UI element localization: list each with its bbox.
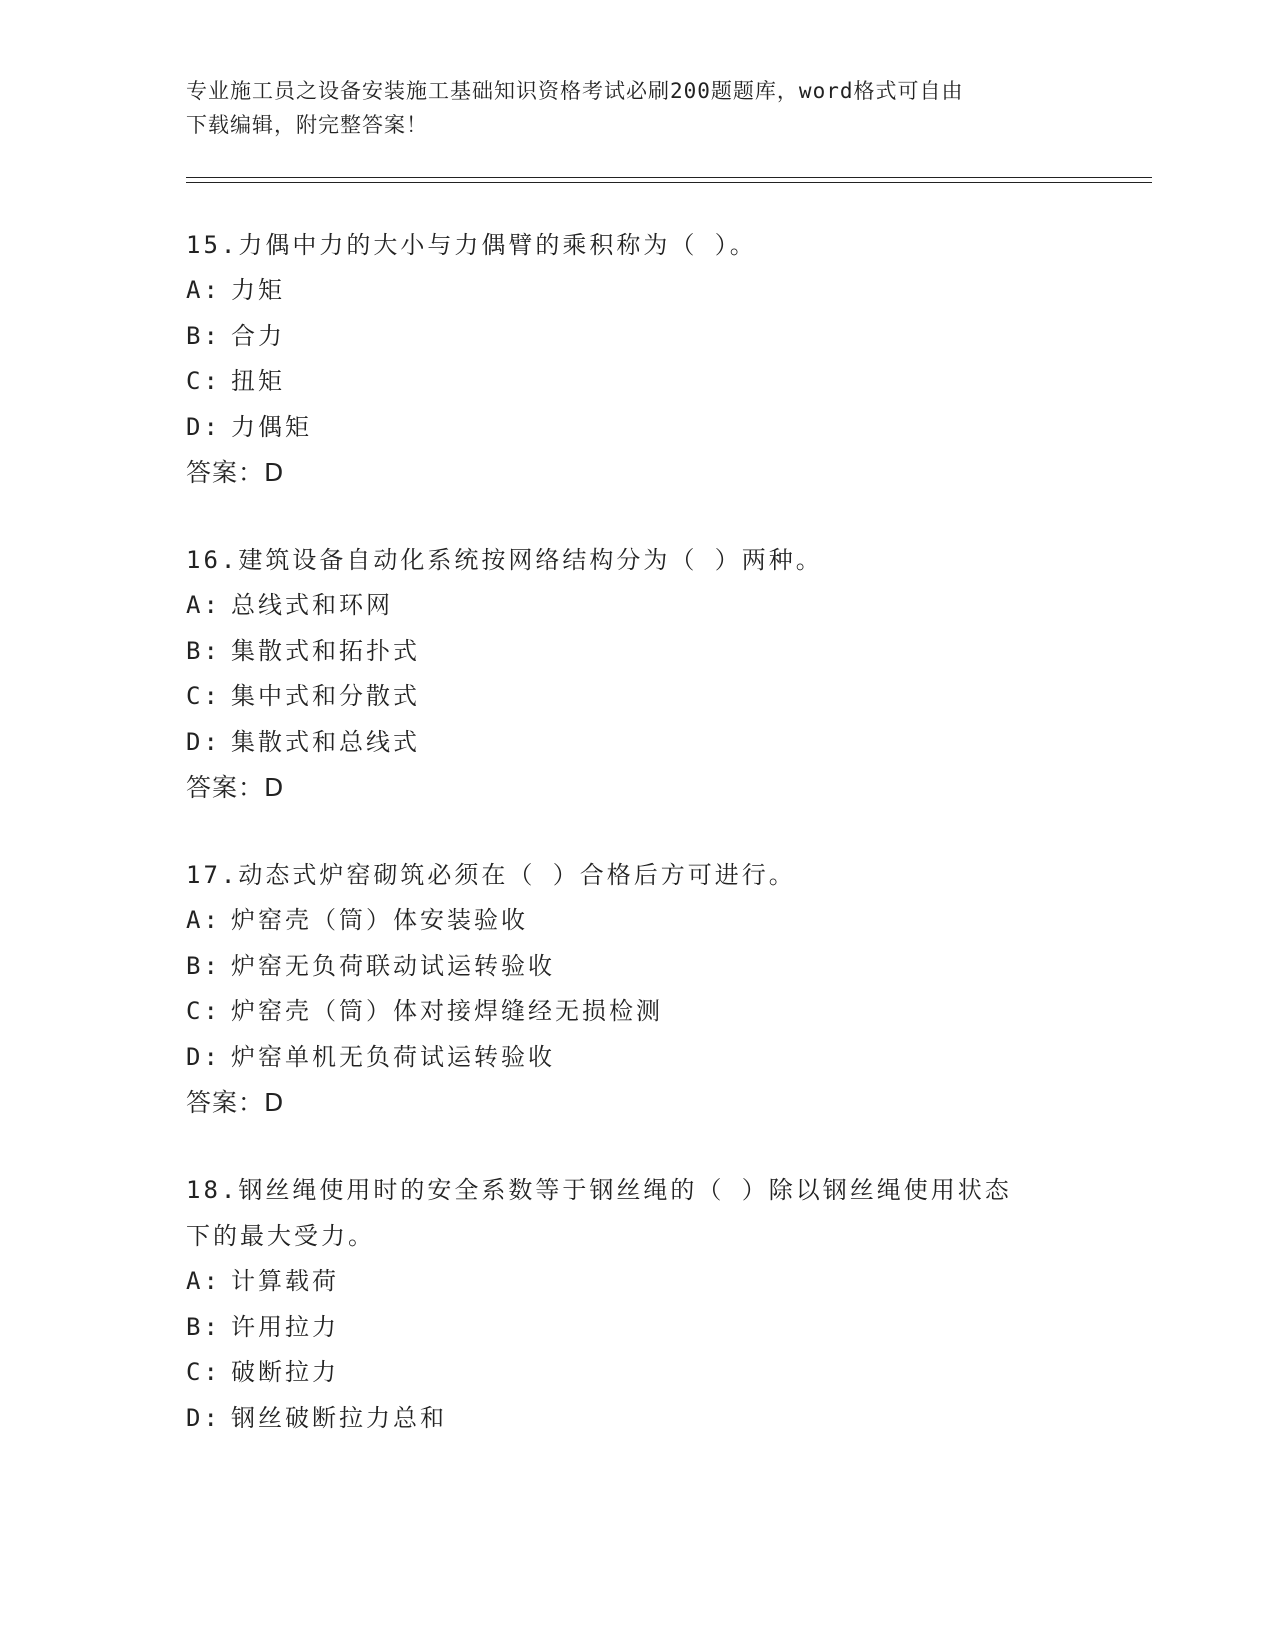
option-b [186,629,1086,675]
option-text: 钢丝破断拉力总和 [231,1403,447,1432]
option-letter: B: [186,636,221,665]
question-stem: 17.动态式炉窑砌筑必须在（ ）合格后方可进行。 [186,861,796,889]
question-stem: 15.力偶中力的大小与力偶臂的乘积称为（ ）。 [186,231,757,259]
option-letter: D: [186,1042,221,1071]
option-text: 炉窑单机无负荷试运转验收 [231,1042,555,1071]
option-c [186,1350,1086,1396]
option-a [186,268,1086,314]
question-16 [186,537,1086,810]
header-divider-top [186,177,1152,178]
option-letter: D: [186,1403,221,1432]
option-d [186,1035,1086,1081]
answer-line: 答案：D [186,1088,285,1117]
option-text: 炉窑无负荷联动试运转验收 [231,951,555,980]
option-letter: C: [186,997,221,1025]
answer-line: 答案：D [186,773,285,802]
option-a [186,898,1086,944]
option-d [186,720,1086,766]
option-text: 集散式和总线式 [231,727,420,756]
option-text: 集中式和分散式 [231,682,420,710]
option-text: 总线式和环网 [231,591,393,619]
option-letter: D: [186,727,221,756]
option-letter: A: [186,906,221,934]
question-stem: 16.建筑设备自动化系统按网络结构分为（ ）两种。 [186,546,823,574]
question-18 [186,1167,1086,1441]
header-line-2: 下载编辑，附完整答案！ [186,113,428,137]
header-divider-bottom [186,182,1152,183]
option-c [186,674,1086,720]
question-stem-line-2: 下的最大受力。 [186,1222,375,1250]
option-a [186,583,1086,629]
question-17 [186,852,1086,1125]
option-letter: B: [186,951,221,980]
option-letter: C: [186,367,221,395]
option-c [186,359,1086,405]
option-text: 炉窑壳（筒）体安装验收 [231,906,528,934]
option-text: 许用拉力 [231,1312,339,1341]
option-text: 计算载荷 [231,1267,339,1295]
option-a [186,1259,1086,1305]
question-stem-line-1: 18.钢丝绳使用时的安全系数等于钢丝绳的（ ）除以钢丝绳使用状态 [186,1176,1012,1204]
option-text: 炉窑壳（筒）体对接焊缝经无损检测 [231,997,663,1025]
option-text: 力偶矩 [231,412,312,441]
option-c [186,989,1086,1035]
option-d [186,1396,1086,1442]
option-letter: D: [186,412,221,441]
question-15 [186,222,1086,495]
option-b [186,944,1086,990]
option-text: 扭矩 [231,367,285,395]
option-letter: A: [186,276,221,304]
option-letter: A: [186,1267,221,1295]
option-letter: A: [186,591,221,619]
option-letter: C: [186,682,221,710]
option-b [186,1305,1086,1351]
answer-line: 答案：D [186,458,285,487]
option-text: 集散式和拓扑式 [231,636,420,665]
option-letter: B: [186,1312,221,1341]
option-text: 破断拉力 [231,1358,339,1386]
header-line-1: 专业施工员之设备安装施工基础知识资格考试必刷200题题库，word格式可自由 [186,79,964,103]
option-b [186,314,1086,360]
option-letter: C: [186,1358,221,1386]
option-d [186,405,1086,451]
option-text: 合力 [231,321,285,350]
option-text: 力矩 [231,276,285,304]
option-letter: B: [186,321,221,350]
document-header [186,74,1066,142]
